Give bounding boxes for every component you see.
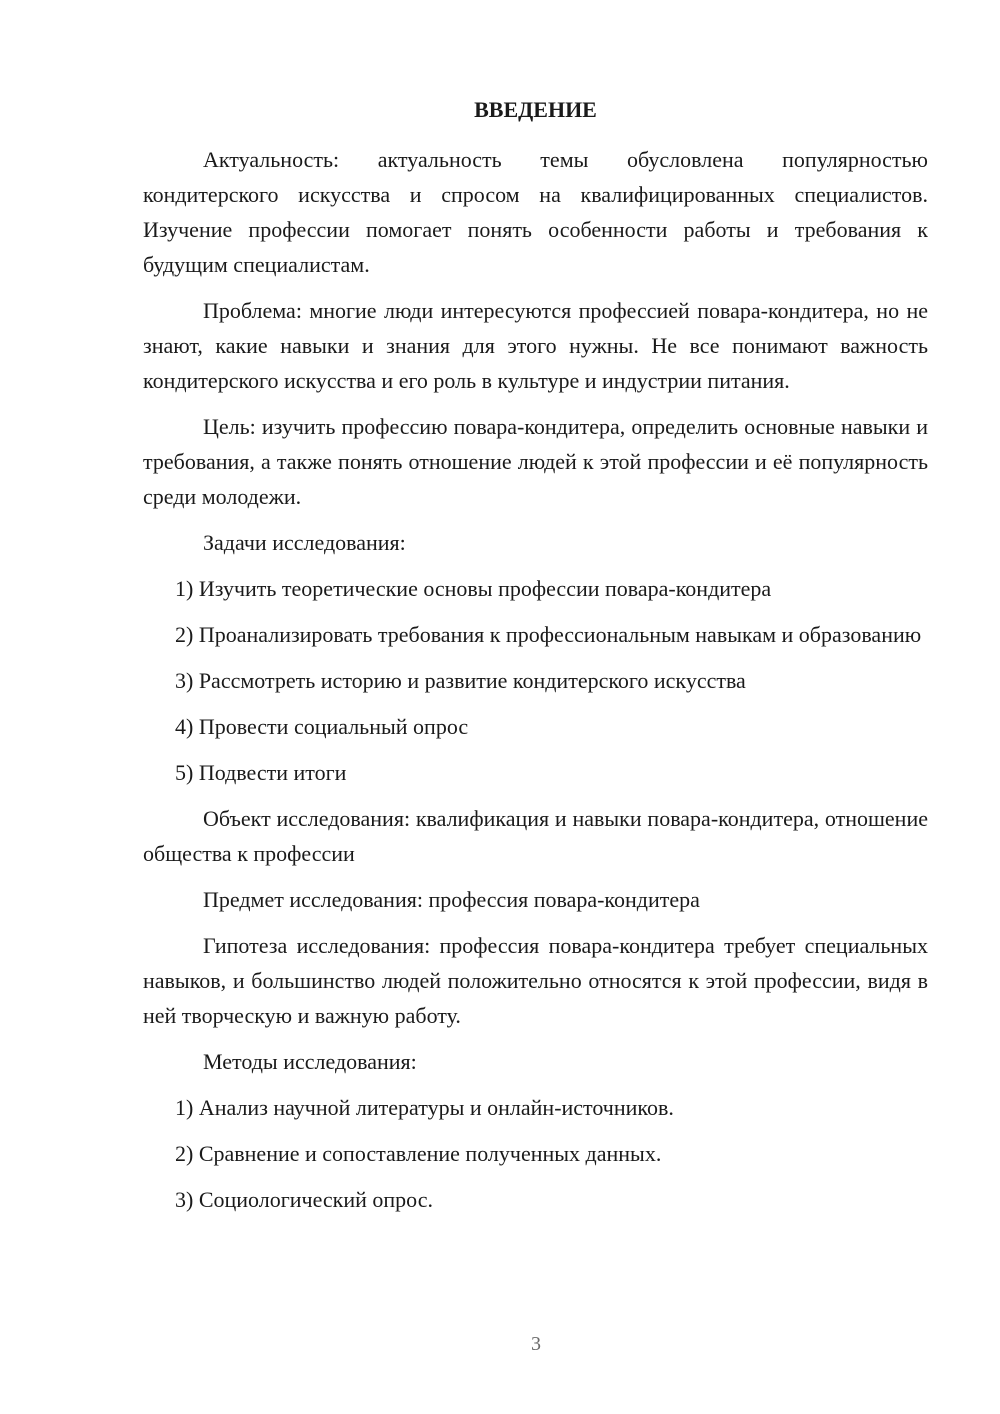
task-item: 3) Рассмотреть историю и развитие кондитерского искусства (175, 668, 746, 693)
goal-paragraph: Цель: изучить профессию повара-кондитера, определить основные навыки и требования, а также понять отношение людей к этой профессии и её популярность среди молодежи. (143, 414, 928, 509)
page-title: ВВЕДЕНИЕ (474, 97, 597, 122)
task-item: 5) Подвести итоги (175, 760, 347, 785)
method-item: 3) Социологический опрос. (175, 1187, 433, 1212)
method-item: 1) Анализ научной литературы и онлайн-источников. (175, 1095, 674, 1120)
object-paragraph: Объект исследования: квалификация и навыки повара-кондитера, отношение общества к профессии (143, 806, 928, 866)
task-item: 2) Проанализировать требования к профессиональным навыкам и образованию (175, 622, 922, 647)
subject-paragraph: Предмет исследования: профессия повара-кондитера (203, 887, 700, 912)
page-number: 3 (531, 1333, 541, 1355)
document-page (143, 92, 928, 1228)
method-item: 2) Сравнение и сопоставление полученных данных. (175, 1141, 662, 1166)
relevance-paragraph: Актуальность: актуальность темы обусловлена популярностью кондитерского искусства и спросом на квалифицированных специалистов. Изучение профессии помогает понять особенности работы и требования к будущим специалистам. (143, 147, 928, 277)
tasks-heading: Задачи исследования: (203, 530, 406, 555)
hypothesis-paragraph: Гипотеза исследования: профессия повара-кондитера требует специальных навыков, и большинство людей положительно относятся к этой профессии, видя в ней творческую и важную работу. (143, 933, 928, 1028)
problem-paragraph: Проблема: многие люди интересуются профессией повара-кондитера, но не знают, какие навыки и знания для этого нужны. Не все понимают важность кондитерского искусства и его роль в культуре и индустрии питания. (143, 298, 928, 393)
methods-heading: Методы исследования: (203, 1049, 417, 1074)
task-item: 4) Провести социальный опрос (175, 714, 469, 739)
task-item: 1) Изучить теоретические основы профессии повара-кондитера (175, 576, 772, 601)
